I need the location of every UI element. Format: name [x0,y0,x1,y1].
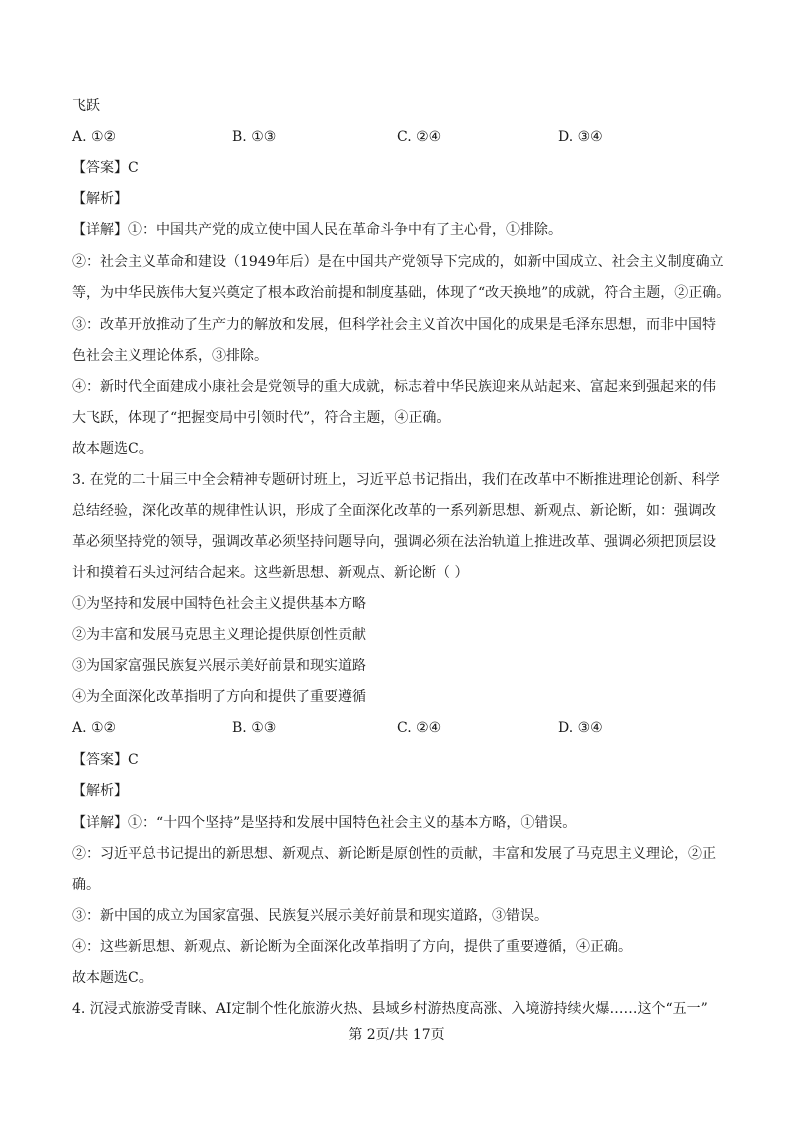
option-b: B. ①③ [232,720,277,736]
text-line: ③：改革开放推动了生产力的解放和发展，但科学社会主义首次中国化的成果是毛泽东思想，而非中国特 [72,317,716,333]
statement-1: ①为坚持和发展中国特色社会主义提供基本方略 [72,596,366,612]
text-line: ④：新时代全面建成小康社会是党领导的重大成就，标志着中华民族迎来从站起来、富起来到强起来的伟 [72,379,716,395]
text-line: 故本题选C。 [72,441,153,457]
option-a: A. ①② [72,129,117,145]
statement-2: ②为丰富和发展马克思主义理论提供原创性贡献 [72,627,366,643]
analysis-heading: 【解析】 [72,783,128,799]
question-4-stem: 4. 沉浸式旅游受青睐、AI定制个性化旅游火热、县域乡村游热度高涨、入境游持续火爆……这个“五一” [72,1001,708,1017]
text-line: 【详解】①：“十四个坚持”是坚持和发展中国特色社会主义的基本方略，①错误。 [72,815,577,831]
option-b: B. ①③ [232,129,277,145]
option-c: C. ②④ [397,129,442,145]
text-line: 确。 [72,877,100,893]
text-line: ④：这些新思想、新观点、新论断为全面深化改革指明了方向，提供了重要遵循，④正确。 [72,939,632,955]
option-d: D. ③④ [558,720,603,736]
option-c: C. ②④ [397,720,442,736]
text-line: 故本题选C。 [72,970,153,986]
question-3-stem: 3. 在党的二十届三中全会精神专题研讨班上，习近平总书记指出，我们在改革中不断推进理论创新、科学 [72,472,720,488]
answer-line: 【答案】C [72,160,139,176]
options-row-q2 [72,127,732,147]
page-footer: 第 2页/共 17页 [348,1027,445,1043]
text-line: 革必须坚持党的领导，强调改革必须坚持问题导向，强调必须在法治轨道上推进改革、强调必须把顶层设 [72,534,716,550]
text-line: ③：新中国的成立为国家富强、民族复兴展示美好前景和现实道路，③错误。 [72,908,548,924]
text-line: 飞跃 [72,98,100,114]
answer-line: 【答案】C [72,752,139,768]
text-line: ②：习近平总书记提出的新思想、新观点、新论断是原创性的贡献，丰富和发展了马克思主义理论，②正 [72,846,716,862]
text-line: 色社会主义理论体系，③排除。 [72,348,268,364]
statement-4: ④为全面深化改革指明了方向和提供了重要遵循 [72,689,366,705]
statement-3: ③为国家富强民族复兴展示美好前景和现实道路 [72,658,366,674]
option-a: A. ①② [72,720,117,736]
text-line: 总结经验，深化改革的规律性认识，形成了全面深化改革的一系列新思想、新观点、新论断，如：强调改 [72,503,716,519]
option-d: D. ③④ [558,129,603,145]
text-line: 等，为中华民族伟大复兴奠定了根本政治前提和制度基础，体现了“改天换地”的成就，符合主题，②正确。 [72,285,731,301]
text-line: 计和摸着石头过河结合起来。这些新思想、新观点、新论断（ ） [72,565,469,581]
text-line: ②：社会主义革命和建设（1949年后）是在中国共产党领导下完成的，如新中国成立、社会主义制度确立 [72,254,724,270]
text-line: 大飞跃，体现了“把握变局中引领时代”，符合主题，④正确。 [72,410,451,426]
text-line: 【详解】①：中国共产党的成立使中国人民在革命斗争中有了主心骨，①排除。 [72,222,562,238]
analysis-heading: 【解析】 [72,191,128,207]
options-row-q3 [72,718,732,738]
